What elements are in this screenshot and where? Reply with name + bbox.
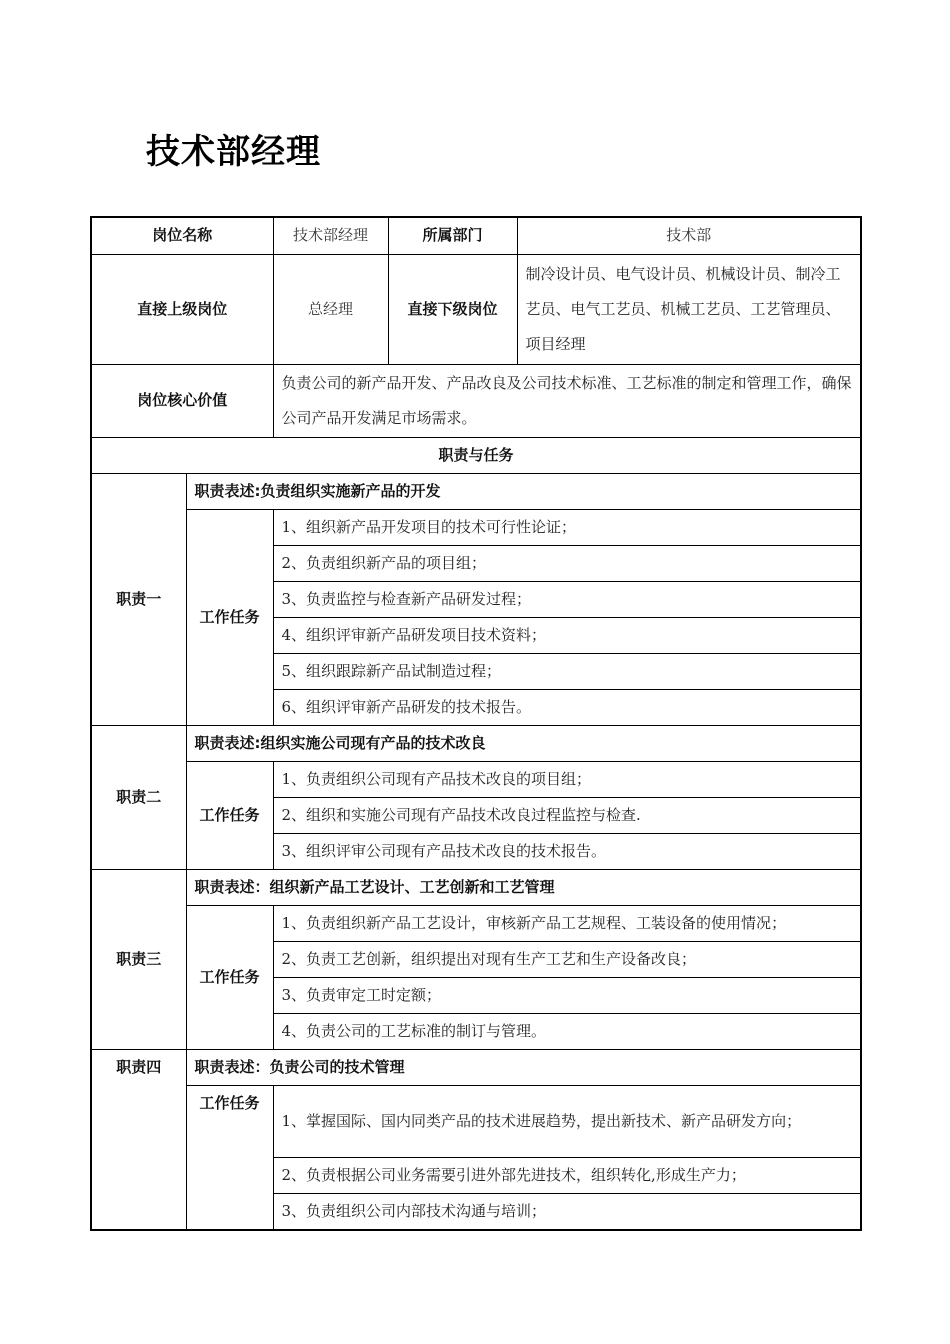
section-header: 职责与任务 [91,437,861,473]
task-item: 1、负责组织公司现有产品技术改良的项目组； [273,761,861,797]
task-item: 1、负责组织新产品工艺设计，审核新产品工艺规程、工装设备的使用情况； [273,905,861,941]
task-item: 4、负责公司的工艺标准的制订与管理。 [273,1013,861,1049]
task-item: 1、掌握国际、国内同类产品的技术进展趋势，提出新技术、新产品研发方向； [273,1085,861,1157]
core-value-label: 岗位核心价值 [91,364,273,437]
duty-label: 职责三 [91,869,186,1049]
dept-label: 所属部门 [388,217,517,254]
task-item: 4、组织评审新产品研发项目技术资料； [273,617,861,653]
task-item: 1、组织新产品开发项目的技术可行性论证； [273,509,861,545]
task-item: 2、负责组织新产品的项目组； [273,545,861,581]
duty-label: 职责四 [91,1049,186,1230]
task-label: 工作任务 [186,905,273,1049]
duty-statement: 职责表述：负责公司的技术管理 [186,1049,861,1085]
duty-statement: 职责表述：组织新产品工艺设计、工艺创新和工艺管理 [186,869,861,905]
task-item: 2、负责根据公司业务需要引进外部先进技术，组织转化,形成生产力； [273,1157,861,1193]
subordinate-value: 制冷设计员、电气设计员、机械设计员、制冷工艺员、电气工艺员、机械工艺员、工艺管理员、项目经理 [517,254,861,364]
duty-label: 职责一 [91,473,186,725]
superior-value: 总经理 [273,254,388,364]
task-label: 工作任务 [186,1085,273,1230]
task-item: 3、组织评审公司现有产品技术改良的技术报告。 [273,833,861,869]
task-label: 工作任务 [186,509,273,725]
task-item: 5、组织跟踪新产品试制造过程； [273,653,861,689]
dept-value: 技术部 [517,217,861,254]
core-value-text: 负责公司的新产品开发、产品改良及公司技术标准、工艺标准的制定和管理工作，确保公司产品开发满足市场需求。 [273,364,861,437]
page-title: 技术部经理 [146,132,321,172]
job-description-table [90,216,862,1231]
duty-statement: 职责表述:组织实施公司现有产品的技术改良 [186,725,861,761]
superior-label: 直接上级岗位 [91,254,273,364]
subordinate-label: 直接下级岗位 [388,254,517,364]
task-item: 2、负责工艺创新，组织提出对现有生产工艺和生产设备改良； [273,941,861,977]
post-name-value: 技术部经理 [273,217,388,254]
task-label: 工作任务 [186,761,273,869]
task-item: 6、组织评审新产品研发的技术报告。 [273,689,861,725]
duty-statement: 职责表述:负责组织实施新产品的开发 [186,473,861,509]
task-item: 2、组织和实施公司现有产品技术改良过程监控与检查. [273,797,861,833]
task-item: 3、负责审定工时定额； [273,977,861,1013]
task-item: 3、负责组织公司内部技术沟通与培训； [273,1193,861,1230]
post-name-label: 岗位名称 [91,217,273,254]
duty-label: 职责二 [91,725,186,869]
task-item: 3、负责监控与检查新产品研发过程； [273,581,861,617]
